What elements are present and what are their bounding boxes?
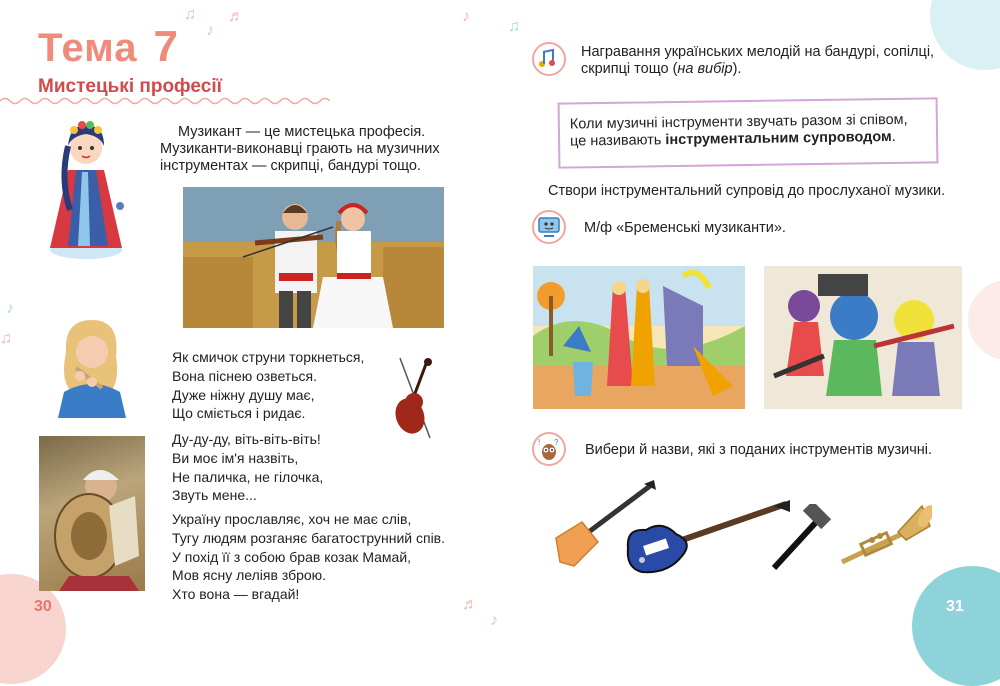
- poem-line: Мов ясну леліяв зброю.: [172, 567, 327, 584]
- music-note-decoration: ♬: [228, 8, 244, 25]
- bandura-painting: [39, 436, 145, 591]
- cartoon-label: М/ф «Бременські музиканти».: [584, 220, 786, 236]
- poem-line: Не паличка, не гілочка,: [172, 468, 324, 485]
- poem-line: Тугу людям розганяє багатострунний спів.: [172, 529, 446, 546]
- poem-violin: [172, 348, 364, 423]
- poem-line: Як смичок струни торкнеться,: [172, 349, 365, 365]
- electric-guitar-image: [622, 498, 792, 578]
- task-choose-instruments: Вибери й назви, які з поданих інструментів музичні.: [585, 442, 933, 458]
- definition-prefix: це називають: [569, 132, 662, 150]
- definition-box: [558, 97, 939, 168]
- definition-line: Коли музичні інструменти звучать разом зі співом,: [569, 111, 908, 133]
- poem-line: Україну прославляє, хоч не має слів,: [172, 511, 412, 527]
- wavy-divider: [0, 96, 330, 106]
- musician-girl-illustration: [38, 110, 130, 262]
- violin-illustration: [386, 356, 444, 440]
- topic-title: [38, 22, 179, 72]
- poem-line: У похід її з собою брав козак Мамай,: [172, 548, 412, 565]
- girl-flute-photo: [50, 312, 132, 418]
- poem-line: Вона піснею озветься.: [172, 367, 317, 384]
- topic-subtitle: Мистецькі професії: [38, 76, 222, 97]
- definition-suffix: .: [891, 128, 896, 145]
- trumpet-image: [836, 500, 932, 578]
- poem-line: Дуже ніжну душу має,: [172, 386, 315, 403]
- cartoon-frame-1: [533, 266, 745, 409]
- poem-bandura: [172, 510, 445, 604]
- poem-flute: [172, 430, 323, 505]
- cartoon-frame-2: [764, 266, 962, 409]
- children-violin-photo: [183, 187, 444, 328]
- task-create-accompaniment: Створи інструментальний супровід до прослуханої музики.: [548, 183, 946, 199]
- music-note-decoration: ♫: [508, 18, 520, 35]
- poem-line: Хто вона — вгадай!: [172, 586, 300, 603]
- topic-number: 7: [153, 22, 179, 71]
- music-note-decoration: ♪: [490, 612, 498, 629]
- task-line: Награвання українських мелодій на бандурі, сопілці,: [581, 44, 935, 60]
- corner-decoration-right-mid: [968, 280, 1000, 360]
- intro-paragraph: [160, 124, 468, 175]
- intro-line: Музиканти-виконавці грають на музичних: [160, 141, 440, 157]
- poem-line: Звуть мене...: [172, 487, 257, 504]
- page-number-left: 30: [34, 598, 52, 615]
- music-note-decoration: ♪: [206, 22, 214, 39]
- definition-term: інструментальним супроводом: [665, 128, 892, 149]
- corner-decoration-bottom-right: [912, 566, 1000, 686]
- tv-screen-icon: [532, 210, 566, 244]
- intro-line: Музикант — це мистецька професія.: [178, 124, 426, 140]
- task-line-2: скрипці тощо (на вибір).: [581, 61, 742, 77]
- task-italic: на вибір: [677, 61, 733, 77]
- intro-line: інструментах — скрипці, бандурі тощо.: [160, 158, 421, 174]
- music-notes-icon: [532, 42, 566, 76]
- music-note-decoration: ♫: [184, 6, 196, 23]
- topic-word: Тема: [38, 26, 138, 70]
- music-note-decoration: ♬: [462, 596, 478, 613]
- poem-line: Ви моє ім'я назвіть,: [172, 449, 299, 466]
- owl-question-icon: [532, 432, 566, 466]
- music-note-decoration: ♫: [0, 330, 12, 347]
- svg-text:?: ?: [554, 438, 559, 447]
- poem-line: Що сміється і ридає.: [172, 405, 306, 422]
- svg-text:!: !: [538, 438, 541, 447]
- hammer-image: [768, 504, 834, 574]
- music-note-decoration: ♪: [6, 300, 14, 317]
- music-note-decoration: ♪: [462, 8, 470, 25]
- poem-line: Ду-ду-ду, віть-віть-віть!: [172, 431, 321, 447]
- task-play-melodies: [581, 44, 963, 78]
- page-number-right: 31: [946, 598, 964, 615]
